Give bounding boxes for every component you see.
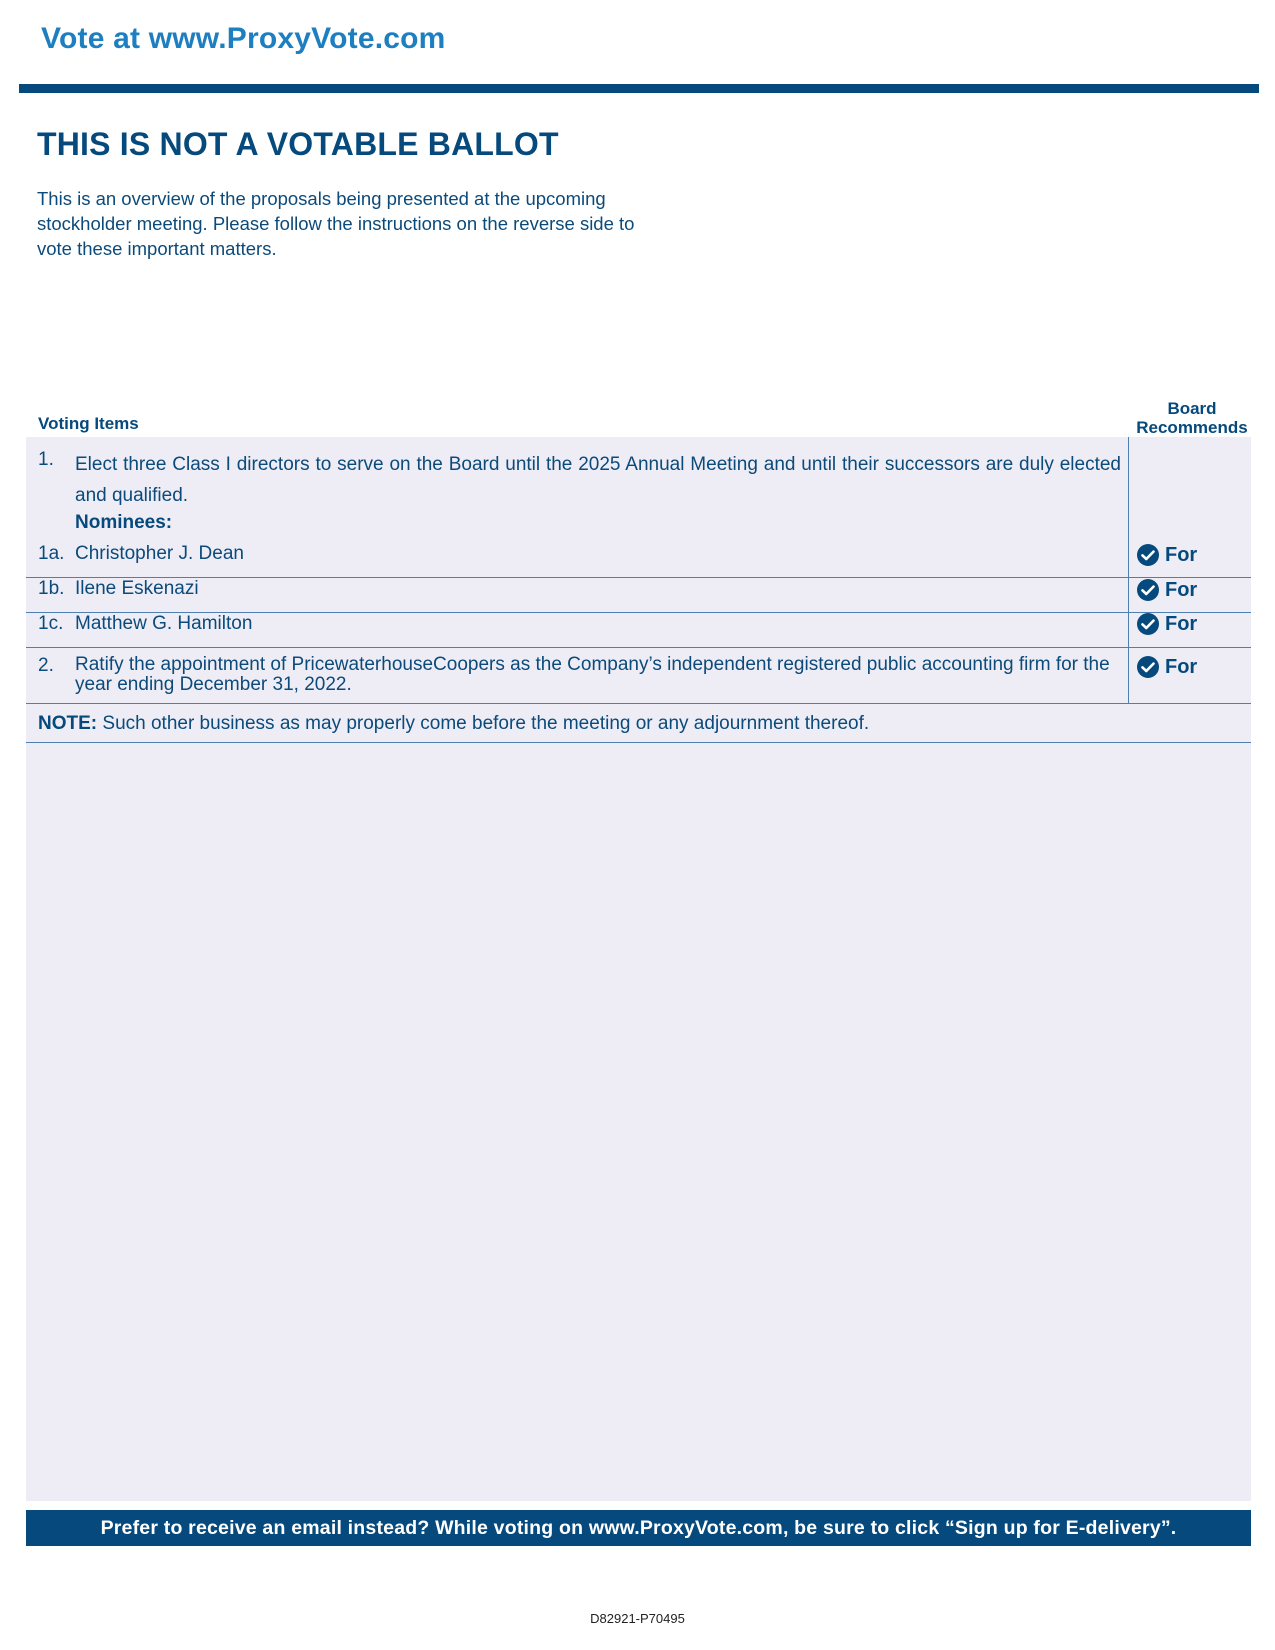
- recommendation-column-divider: [1128, 437, 1129, 704]
- nominee-1b-number: 1b.: [38, 578, 65, 599]
- recommendation-label: For: [1165, 543, 1198, 566]
- voting-items-panel: [26, 437, 1251, 1501]
- voting-items-header: Voting Items: [38, 414, 139, 433]
- nominee-1c-recommendation: [1136, 612, 1197, 636]
- recommendation-label: For: [1165, 612, 1198, 635]
- proposal-2-text: Ratify the appointment of PricewaterhouseCoopers as the Company’s independent registered public accounting firm for the year ending December 31, 2022.: [75, 654, 1110, 695]
- check-circle-icon: [1136, 543, 1160, 567]
- nominee-1a-recommendation: [1136, 543, 1197, 567]
- row-divider: [26, 742, 1251, 743]
- note-text: Such other business as may properly come before the meeting or any adjournment thereof.: [102, 713, 870, 734]
- page-title: THIS IS NOT A VOTABLE BALLOT: [37, 126, 559, 162]
- row-divider: [26, 703, 1251, 704]
- proposal-1-number: 1.: [38, 449, 54, 470]
- check-circle-icon: [1136, 655, 1160, 679]
- nominee-1b-recommendation: [1136, 578, 1197, 602]
- row-divider: [26, 647, 1251, 648]
- nominee-1c-number: 1c.: [38, 613, 64, 634]
- check-circle-icon: [1136, 612, 1160, 636]
- proposal-1-text: Elect three Class I directors to serve on the Board until the 2025 Annual Meeting and until their successors are duly elected and qualified.: [75, 454, 1121, 506]
- vote-url-heading: Vote at www.ProxyVote.com: [41, 22, 446, 55]
- nominee-1b-name: Ilene Eskenazi: [75, 578, 199, 599]
- nominees-label: Nominees:: [75, 512, 173, 533]
- proposal-2-recommendation: [1136, 655, 1197, 679]
- recommendation-label: For: [1165, 578, 1198, 601]
- note-line: [38, 713, 869, 735]
- board-recommends-header: [1128, 399, 1256, 437]
- nominee-1c-name: Matthew G. Hamilton: [75, 613, 253, 634]
- proposal-2-number: 2.: [38, 655, 54, 676]
- nominee-1a-name: Christopher J. Dean: [75, 543, 244, 564]
- recommendation-label: For: [1165, 655, 1198, 678]
- top-rule: [19, 84, 1259, 93]
- nominee-1a-number: 1a.: [38, 543, 65, 564]
- edelivery-banner: [26, 1510, 1251, 1546]
- row-divider: [26, 577, 1251, 578]
- intro-paragraph: This is an overview of the proposals being presented at the upcoming stockholder meeting. Please follow the instructions on the reverse side to vote these important matters.: [37, 188, 635, 259]
- board-recommends-header-line2: Recommends: [1136, 418, 1248, 437]
- note-label: NOTE:: [38, 713, 98, 734]
- document-code: D82921-P70495: [590, 1611, 685, 1626]
- board-recommends-header-line1: Board: [1167, 399, 1217, 418]
- edelivery-text: Prefer to receive an email instead? While voting on www.ProxyVote.com, be sure to click “Sign up for E-delivery”.: [100, 1516, 1177, 1539]
- check-circle-icon: [1136, 578, 1160, 602]
